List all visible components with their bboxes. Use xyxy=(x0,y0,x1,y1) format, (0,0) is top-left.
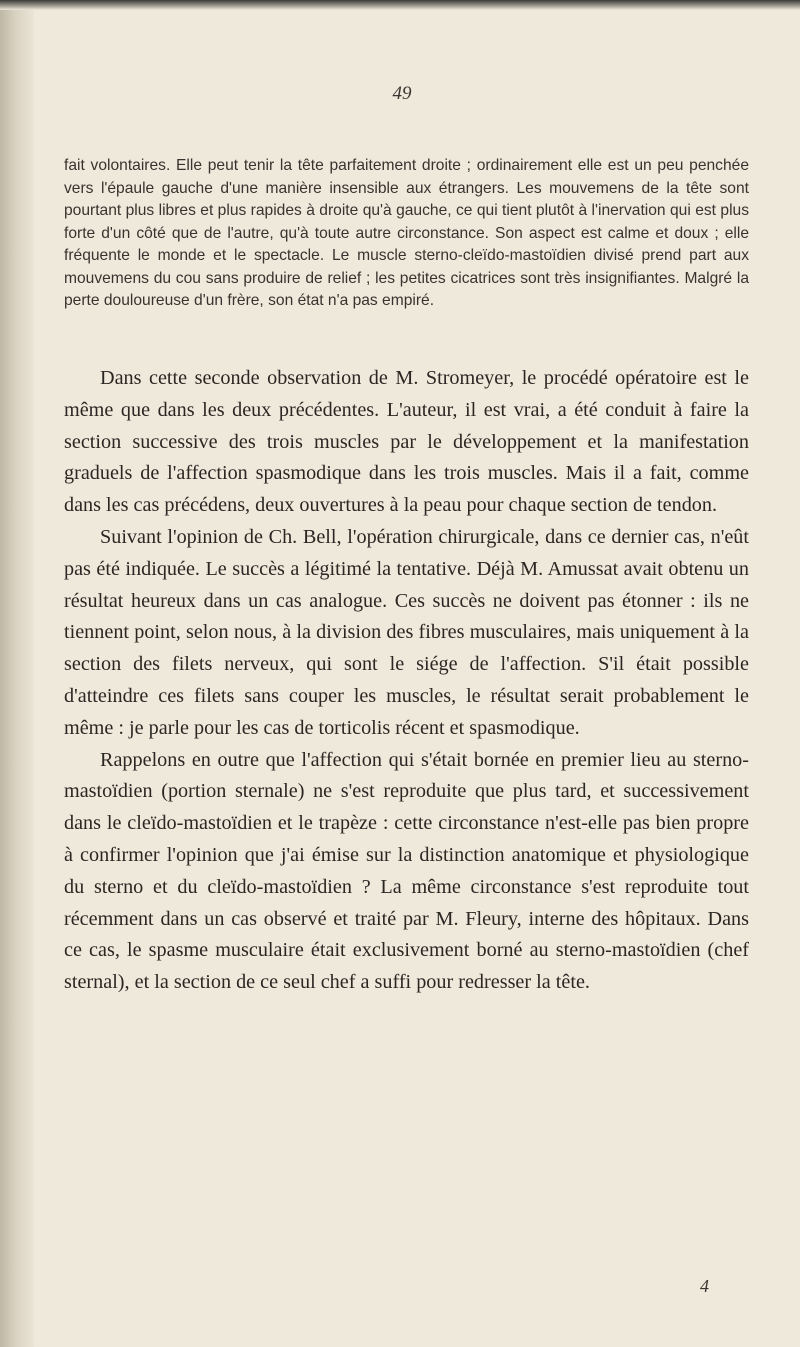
page-number: 49 xyxy=(392,83,412,104)
top-edge-shadow xyxy=(0,0,800,10)
small-paragraph-text: fait volontaires. Elle peut tenir la tête parfaitement droite ; ordinairement elle est un peu penchée vers l'épaule gauche d'une manière insensible aux étrangers. Les mouvemens de la tête sont pourtant plus libres et plus rapides à droite qu'à gauche, ce qui tient plutôt à l'inervation qui est plus forte d'un côté que de l'autre, qu'à toute autre circonstance. Son aspect est calme et doux ; elle fréquente le monde et le spectacle. Le muscle sterno-cleïdo-mastoïdien divisé prend part aux mouvemens du cou sans produire de relief ; les petites cicatrices sont très insignifiantes. Malgré la perte douloureuse d'un frère, son état n'a pas empiré. xyxy=(64,157,749,309)
paragraph-rappelons: Rappelons en outre que l'affection qui s'était bornée en premier lieu au sterno-mastoïdien (portion sternale) ne s'est reproduite que plus tard, et successivement dans le cleïdo-mastoïdien et le trapèze : cette circonstance n'est-elle pas bien propre à confirmer l'opinion que j'ai émise sur la distinction anatomique et physiologique du sterno et du cleïdo-mastoïdien ? La même circonstance s'est reproduite tout récemment dans un cas observé et traité par M. Fleury, interne des hôpitaux. Dans ce cas, le spasme musculaire était exclusivement borné au sterno-mastoïdien (chef sternal), et la section de ce seul chef a suffi pour redresser la tête. xyxy=(64,748,749,994)
signature-mark: 4 xyxy=(700,1276,709,1296)
binding-edge xyxy=(0,0,34,1347)
main-text xyxy=(64,363,749,999)
paragraph-stromeyer: Dans cette seconde observation de M. Stromeyer, le procédé opératoire est le même que dans les deux précédentes. L'auteur, il est vrai, a été conduit à faire la section successive des trois muscles par le développement et la manifestation graduels de l'affection spasmodique dans les trois muscles. Mais il a fait, comme dans les cas précédens, deux ouvertures à la peau pour chaque section de tendon. xyxy=(64,367,749,517)
paragraph-bell: Suivant l'opinion de Ch. Bell, l'opération chirurgicale, dans ce dernier cas, n'eût pas été indiquée. Le succès a légitimé la tentative. Déjà M. Amussat avait obtenu un résultat heureux dans un cas analogue. Ces succès ne doivent pas étonner : ils ne tiennent point, selon nous, à la division des fibres musculaires, mais uniquement à la section des filets nerveux, qui sont le siége de l'affection. S'il était possible d'atteindre ces filets sans couper les muscles, le résultat serait probablement le même : je parle pour les cas de torticolis récent et spasmodique. xyxy=(64,525,749,739)
small-print-paragraph xyxy=(64,155,749,313)
